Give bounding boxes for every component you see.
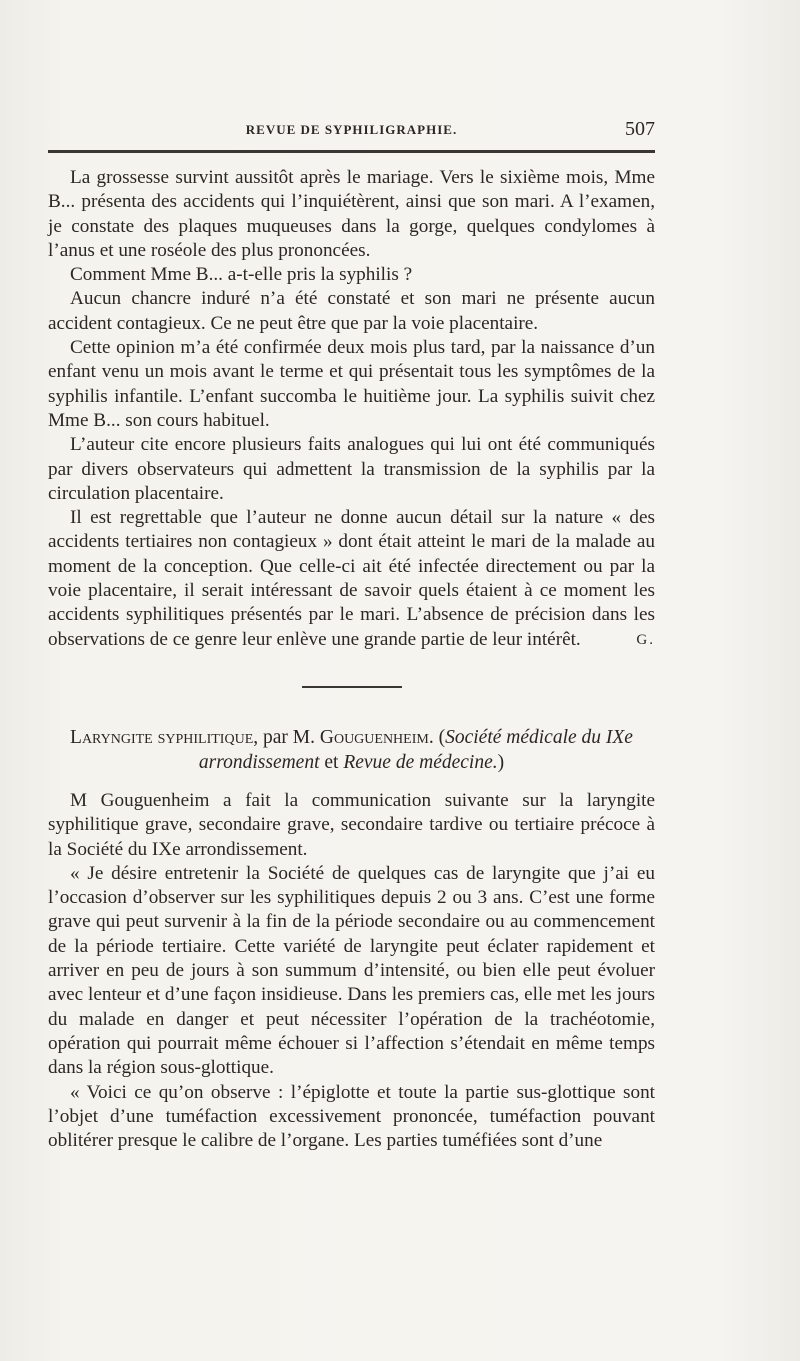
section-source-1: Société médicale du IXe arrondissement [198,726,633,773]
running-title: REVUE DE SYPHILIGRAPHIE. [245,122,458,137]
paragraph-1: La grossesse survint aussitôt après le mariage. Vers le sixième mois, Mme B... présenta des accidents qui l’inquiétèrent, ainsi que son mari. A l’examen, je constate des plaques muqueuses dans la gorge, quelques condylomes à l’anus et une roséole des plus prononcées. [48,167,655,261]
paragraph-2: Comment Mme B... a-t-elle pris la syphilis ? [70,264,413,286]
section-author: Gouguenheim [319,726,429,748]
section-and: et [319,751,344,773]
section-title: Laryngite syphilitique [70,726,254,748]
section-separator [302,686,402,688]
header-rule [48,150,655,153]
article-body [48,166,655,1153]
section-by: , par M. [253,726,320,748]
section-paragraph-3: « Voici ce qu’on observe : l’épiglotte et toute la partie sus-glottique sont l’objet d’une tuméfaction excessivement prononcée, tuméfaction pouvant oblitérer presque le calibre de l’organe. Les parties tuméfiées sont d’une [48,1081,655,1152]
page-number: 507 [625,118,655,140]
paragraph-6-text: Il est regrettable que l’auteur ne donne aucun détail sur la nature « des accidents tertiaires non contagieux » dont était atteint le mari de la malade au moment de la conception. Que celle-ci ait été infectée directement ou par la voie placentaire, il serait intéressant de savoir quels étaient à ce moment les accidents syphilitiques présentés par le mari. L’absence de précision dans les observations de ce genre leur enlève une grande partie de leur intérêt. [48,507,655,650]
paragraph-4: Cette opinion m’a été confirmée deux mois plus tard, par la naissance d’un enfant venu un mois avant le terme et qui présentait tous les symptômes de la syphilis infantile. L’enfant succomba le huitième jour. La syphilis suivit chez Mme B... son cours habituel. [48,337,655,431]
section-heading [48,725,655,775]
section-paren-close: ) [497,751,505,773]
section-paragraph-2: « Je désire entretenir la Société de quelques cas de laryngite que j’ai eu l’occasion d’observer sur les syphilitiques depuis 2 ou 3 ans. C’est une forme grave qui peut survenir à la fin de la période secondaire ou au commencement de la période tertiaire. Cette variété de laryngite peut éclater rapidement et arriver en peu de jours à son summum d’intensité, ou bien elle peut évoluer avec lenteur et d’une façon insidieuse. Dans les premiers cas, elle met les jours du malade en danger et peut nécessiter l’opération de la trachéotomie, opération qui pourrait même échouer si l’affection s’étendait en même temps dans la région sous-glottique. [48,862,655,1079]
paragraph-3: Aucun chancre induré n’a été constaté et son mari ne présente aucun accident contagieux. Ce ne peut être que par la voie placentaire. [48,288,655,334]
running-header [48,118,655,144]
paragraph-6 [48,506,655,652]
paragraph-5: L’auteur cite encore plusieurs faits analogues qui lui ont été communiqués par divers observateurs qui admettent la transmission de la syphilis par la circulation placentaire. [48,434,655,504]
section-paren-open: . ( [428,726,446,748]
section-source-2: Revue de médecine. [343,751,498,773]
signature: G. [636,631,655,648]
section-paragraph-1: M Gouguenheim a fait la communication suivante sur la laryngite syphilitique grave, secondaire grave, secondaire tardive ou tertiaire précoce à la Société du IXe arrondissement. [48,789,655,860]
